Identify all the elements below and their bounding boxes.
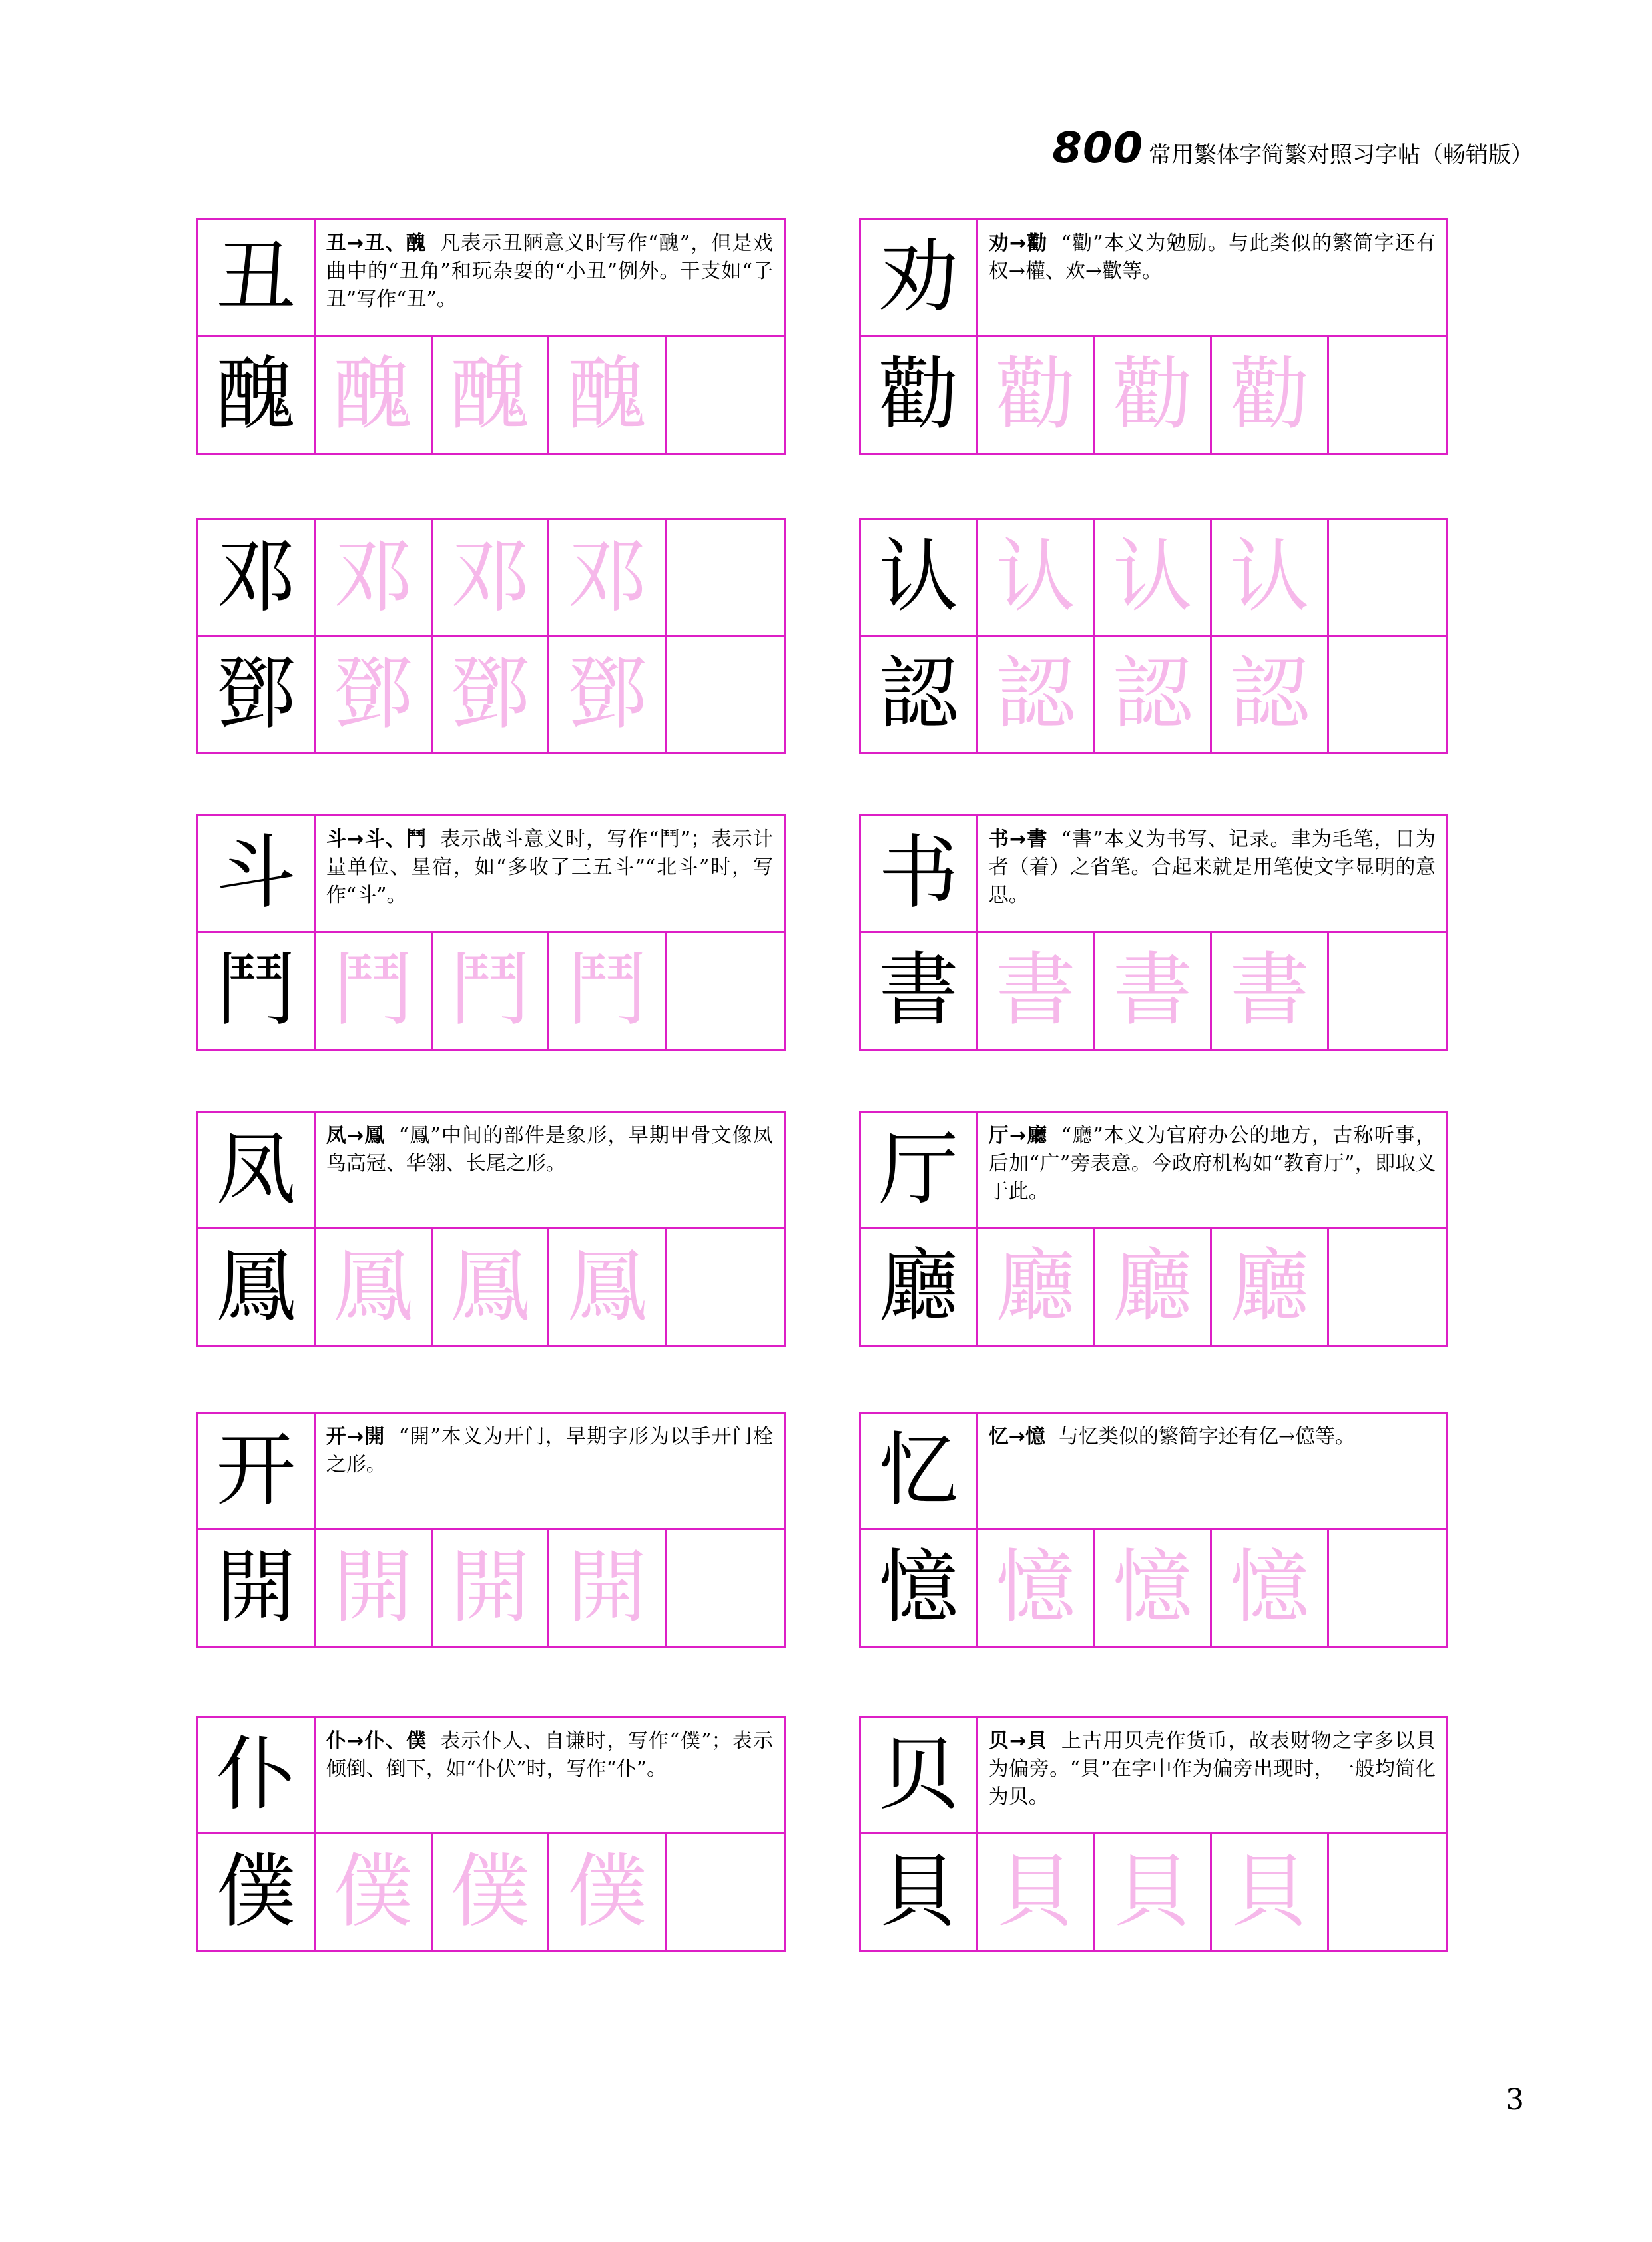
trace-char: 邓 (567, 530, 647, 623)
traditional-char: 鳳 (216, 1240, 296, 1333)
trace-char: 開 (333, 1541, 413, 1634)
trace-cell (549, 637, 667, 753)
trace-char: 廳 (1112, 1240, 1193, 1333)
note-text: “書”本义为书写、记录。聿为毛笔，日为者（着）之省笔。合起来就是用笔使文字显明的意思。 (988, 828, 1436, 907)
trace-char: 鄧 (567, 647, 647, 740)
simplified-cell (198, 1718, 316, 1834)
trace-char: 廳 (995, 1240, 1076, 1333)
trace-cell (978, 520, 1095, 637)
simplified-cell (861, 1718, 978, 1834)
traditional-cell (198, 1229, 316, 1346)
trace-cell (549, 1229, 667, 1346)
trace-char: 鳳 (333, 1240, 413, 1333)
trace-cell (316, 933, 433, 1049)
simplified-char: 书 (878, 826, 959, 920)
blank-practice-cell (1329, 1834, 1446, 1951)
note-text: 上古用贝壳作货币，故表财物之字多以貝为偏旁。“貝”在字中作为偏旁出现时，一般均简化为贝。 (988, 1729, 1436, 1809)
note-text: 与忆类似的繁简字还有亿→億等。 (1058, 1425, 1356, 1448)
trace-cell (1095, 933, 1213, 1049)
traditional-char: 鄧 (216, 647, 296, 740)
note-heading: 忆→憶 (988, 1425, 1045, 1448)
practice-card (196, 218, 786, 455)
trace-char: 认 (1112, 530, 1193, 623)
simplified-cell (198, 816, 316, 933)
trace-cell (433, 520, 550, 637)
practice-card (859, 1412, 1448, 1648)
trace-cell (1212, 520, 1329, 637)
note-text: 表示仆人、自谦时，写作“僕”；表示倾倒、倒下，如“仆伏”时，写作“仆”。 (326, 1729, 773, 1781)
traditional-cell (198, 637, 316, 753)
note-text: 凡表示丑陋意义时写作“醜”，但是戏曲中的“丑角”和玩杂耍的“小丑”例外。干支如“子丑”写作“丑”。 (326, 232, 773, 311)
note-cell (316, 1718, 784, 1834)
header-number: 800 (1052, 124, 1143, 173)
trace-cell (433, 1834, 550, 1951)
note-body (989, 1122, 1436, 1206)
trace-cell (433, 933, 550, 1049)
trace-char: 憶 (1229, 1541, 1310, 1634)
traditional-cell (198, 337, 316, 453)
trace-cell (316, 337, 433, 453)
trace-char: 認 (995, 647, 1076, 740)
simplified-cell (861, 520, 978, 637)
trace-char: 廳 (1229, 1240, 1310, 1333)
trace-char: 開 (449, 1541, 530, 1634)
trace-cell (978, 637, 1095, 753)
trace-cell (1095, 1229, 1213, 1346)
trace-cell (549, 337, 667, 453)
note-text: 表示战斗意义时，写作“鬥”；表示计量单位、星宿，如“多收了三五斗”“北斗”时，写作“斗”。 (326, 828, 773, 907)
simplified-cell (861, 1113, 978, 1229)
trace-char: 醜 (567, 348, 647, 441)
traditional-char: 貝 (878, 1845, 959, 1938)
note-heading: 仆→仆、僕 (326, 1729, 427, 1753)
trace-char: 書 (1229, 944, 1310, 1037)
simplified-char: 厅 (878, 1123, 959, 1216)
traditional-cell (198, 1530, 316, 1647)
traditional-char: 憶 (878, 1541, 959, 1634)
note-heading: 厅→廳 (988, 1124, 1048, 1147)
trace-char: 鄧 (333, 647, 413, 740)
header-title: 常用繁体字简繁对照习字帖（畅销版） (1149, 142, 1533, 168)
note-text: “勸”本义为勉励。与此类似的繁简字还有权→權、欢→歡等。 (988, 232, 1436, 283)
practice-card (859, 218, 1448, 455)
trace-cell (1095, 1834, 1213, 1951)
trace-char: 邓 (333, 530, 413, 623)
traditional-char: 醜 (216, 348, 296, 441)
traditional-cell (198, 933, 316, 1049)
practice-card (196, 1716, 786, 1952)
blank-practice-cell (667, 1530, 784, 1647)
practice-card (859, 1716, 1448, 1952)
practice-card (859, 1111, 1448, 1347)
trace-char: 憶 (995, 1541, 1076, 1634)
trace-char: 勸 (1229, 348, 1310, 441)
trace-char: 醜 (333, 348, 413, 441)
trace-char: 认 (995, 530, 1076, 623)
trace-cell (433, 1530, 550, 1647)
note-body (326, 1423, 773, 1479)
simplified-char: 丑 (216, 230, 296, 324)
simplified-cell (861, 220, 978, 337)
trace-cell (316, 1229, 433, 1346)
note-heading: 凤→鳳 (326, 1124, 386, 1147)
simplified-char: 斗 (216, 826, 296, 920)
running-header (1052, 124, 1533, 177)
traditional-char: 鬥 (216, 944, 296, 1037)
practice-card (196, 1111, 786, 1347)
note-body (326, 1727, 773, 1783)
trace-char: 鬥 (567, 944, 647, 1037)
simplified-char: 忆 (878, 1424, 959, 1517)
blank-practice-cell (667, 933, 784, 1049)
trace-char: 貝 (1229, 1845, 1310, 1938)
note-body (989, 826, 1436, 910)
simplified-cell (198, 520, 316, 637)
note-cell (978, 816, 1446, 933)
note-body (326, 230, 773, 314)
traditional-char: 廳 (878, 1240, 959, 1333)
trace-cell (549, 520, 667, 637)
note-cell (316, 220, 784, 337)
trace-cell (1095, 637, 1213, 753)
note-body (989, 1423, 1355, 1451)
trace-char: 僕 (333, 1845, 413, 1938)
trace-char: 貝 (1112, 1845, 1193, 1938)
trace-char: 邓 (449, 530, 530, 623)
trace-char: 鄧 (449, 647, 530, 740)
trace-char: 醜 (449, 348, 530, 441)
traditional-char: 書 (878, 944, 959, 1037)
trace-char: 貝 (995, 1845, 1076, 1938)
simplified-cell (198, 220, 316, 337)
note-cell (978, 1414, 1446, 1530)
trace-cell (1095, 337, 1213, 453)
practice-card (859, 814, 1448, 1051)
trace-char: 认 (1229, 530, 1310, 623)
simplified-char: 仆 (216, 1728, 296, 1821)
note-heading: 贝→貝 (988, 1729, 1048, 1753)
trace-cell (1212, 637, 1329, 753)
trace-cell (433, 637, 550, 753)
trace-cell (549, 933, 667, 1049)
blank-practice-cell (667, 1229, 784, 1346)
trace-char: 書 (1112, 944, 1193, 1037)
trace-cell (316, 1530, 433, 1647)
note-text: “廳”本义为官府办公的地方，古称听事，后加“广”旁表意。今政府机构如“教育厅”，即取义于此。 (988, 1124, 1436, 1203)
practice-card (859, 518, 1448, 754)
trace-cell (316, 1834, 433, 1951)
trace-cell (1212, 337, 1329, 453)
note-heading: 书→書 (988, 828, 1048, 851)
simplified-char: 邓 (216, 530, 296, 623)
trace-cell (1212, 1229, 1329, 1346)
trace-cell (978, 1530, 1095, 1647)
blank-practice-cell (1329, 337, 1446, 453)
traditional-char: 僕 (216, 1845, 296, 1938)
note-heading: 劝→勸 (988, 232, 1048, 255)
traditional-char: 認 (878, 647, 959, 740)
note-cell (978, 220, 1446, 337)
trace-cell (433, 337, 550, 453)
note-cell (978, 1113, 1446, 1229)
note-cell (316, 816, 784, 933)
trace-cell (978, 1229, 1095, 1346)
trace-char: 僕 (449, 1845, 530, 1938)
trace-char: 勸 (995, 348, 1076, 441)
simplified-cell (198, 1414, 316, 1530)
traditional-cell (861, 1834, 978, 1951)
trace-cell (1212, 933, 1329, 1049)
trace-cell (1095, 1530, 1213, 1647)
blank-practice-cell (1329, 1530, 1446, 1647)
practice-card (196, 814, 786, 1051)
note-text: “開”本义为开门，早期字形为以手开门栓之形。 (326, 1425, 773, 1476)
simplified-cell (198, 1113, 316, 1229)
trace-cell (316, 637, 433, 753)
note-body (989, 230, 1436, 286)
simplified-char: 凤 (216, 1123, 296, 1216)
trace-cell (549, 1530, 667, 1647)
practice-card (196, 1412, 786, 1648)
blank-practice-cell (667, 1834, 784, 1951)
note-cell (978, 1718, 1446, 1834)
trace-cell (978, 1834, 1095, 1951)
note-cell (316, 1414, 784, 1530)
trace-char: 憶 (1112, 1541, 1193, 1634)
trace-cell (1212, 1530, 1329, 1647)
trace-cell (549, 1834, 667, 1951)
trace-char: 開 (567, 1541, 647, 1634)
trace-char: 鳳 (567, 1240, 647, 1333)
traditional-char: 勸 (878, 348, 959, 441)
note-body (989, 1727, 1436, 1811)
trace-cell (433, 1229, 550, 1346)
simplified-char: 认 (878, 530, 959, 623)
blank-practice-cell (1329, 520, 1446, 637)
blank-practice-cell (667, 520, 784, 637)
simplified-cell (861, 816, 978, 933)
blank-practice-cell (1329, 637, 1446, 753)
note-body (326, 1122, 773, 1178)
trace-char: 鳳 (449, 1240, 530, 1333)
simplified-char: 贝 (878, 1728, 959, 1821)
trace-char: 鬥 (449, 944, 530, 1037)
simplified-cell (861, 1414, 978, 1530)
trace-char: 書 (995, 944, 1076, 1037)
trace-cell (316, 520, 433, 637)
traditional-cell (861, 1229, 978, 1346)
simplified-char: 劝 (878, 230, 959, 324)
traditional-cell (198, 1834, 316, 1951)
note-heading: 斗→斗、鬥 (326, 828, 427, 851)
traditional-cell (861, 337, 978, 453)
note-heading: 丑→丑、醜 (326, 232, 427, 255)
trace-cell (1212, 1834, 1329, 1951)
blank-practice-cell (1329, 1229, 1446, 1346)
traditional-cell (861, 637, 978, 753)
trace-char: 認 (1112, 647, 1193, 740)
trace-char: 認 (1229, 647, 1310, 740)
trace-char: 勸 (1112, 348, 1193, 441)
blank-practice-cell (1329, 933, 1446, 1049)
simplified-char: 开 (216, 1424, 296, 1517)
trace-cell (978, 337, 1095, 453)
note-body (326, 826, 773, 910)
page-number: 3 (1506, 2083, 1524, 2117)
traditional-char: 開 (216, 1541, 296, 1634)
note-cell (316, 1113, 784, 1229)
blank-practice-cell (667, 337, 784, 453)
traditional-cell (861, 1530, 978, 1647)
note-text: “鳳”中间的部件是象形，早期甲骨文像凤鸟高冠、华翎、长尾之形。 (326, 1124, 773, 1175)
note-heading: 开→開 (326, 1425, 386, 1448)
trace-cell (1095, 520, 1213, 637)
trace-char: 鬥 (333, 944, 413, 1037)
trace-char: 僕 (567, 1845, 647, 1938)
trace-cell (978, 933, 1095, 1049)
practice-card (196, 518, 786, 754)
traditional-cell (861, 933, 978, 1049)
blank-practice-cell (667, 637, 784, 753)
